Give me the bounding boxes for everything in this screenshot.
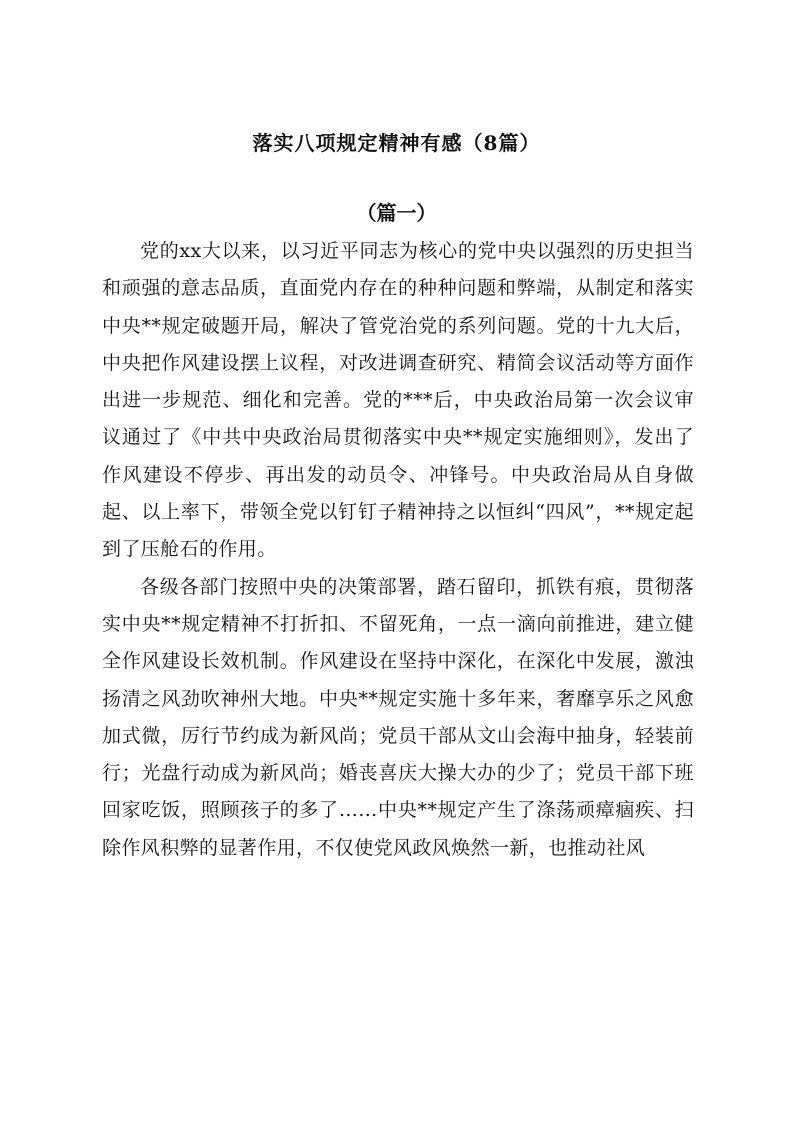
- paragraph: 各级各部门按照中央的决策部署，踏石留印，抓铁有痕，贯彻落实中央**规定精神不打折扣、不留死角，一点一滴向前推进，建立健全作风建设长效机制。作风建设在坚持中深化，在深化中发展，激浊扬清之风劲吹神州大地。中央**规定实施十多年来，奢靡享乐之风愈加式微，厉行节约成为新风尚；党员干部从文山会海中抽身，轻装前行；光盘行动成为新风尚；婚丧喜庆大操大办的少了；党员干部下班回家吃饭，照顾孩子的多了……中央**规定产生了涤荡顽瘴痼疾、扫除作风积弊的显著作用，不仅使党风政风焕然一新，也推动社风: [102, 575, 694, 859]
- paragraph: 党的xx大以来，以习近平同志为核心的党中央以强烈的历史担当和顽强的意志品质，直面党内存在的种种问题和弊端，从制定和落实中央**规定破题开局，解决了管党治党的系列问题。党的十九大后，中央把作风建设摆上议程，对改进调查研究、精简会议活动等方面作出进一步规范、细化和完善。党的***后，中央政治局第一次会议审议通过了《中共中央政治局贯彻落实中央**规定实施细则》，发出了作风建设不停步、再出发的动员令、冲锋号。中央政治局从自身做起、以上率下，带领全党以钉钉子精神持之以恒纠“四风”，**规定起到了压舱石的作用。: [102, 240, 694, 561]
- section-title: （篇一）: [356, 201, 437, 225]
- document-title: 落实八项规定精神有感（8篇）: [252, 131, 541, 155]
- document-body: [102, 233, 694, 867]
